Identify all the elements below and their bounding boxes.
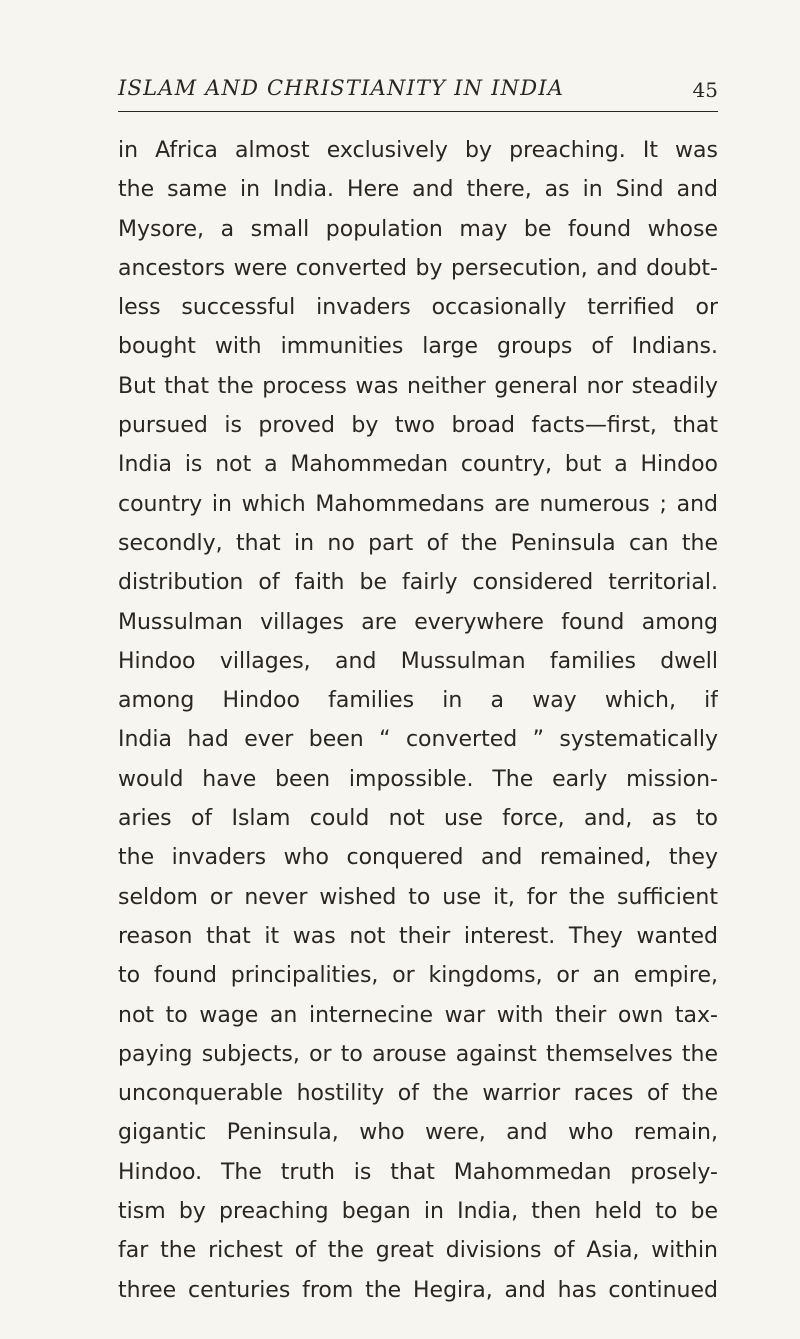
text-line: pursued is proved by two broad facts—first, that	[118, 413, 718, 439]
text-line: aries of Islam could not use force, and, as to	[118, 806, 718, 832]
text-line: country in which Mahommedans are numerous ; and	[118, 491, 718, 517]
text-line: seldom or never wished to use it, for the sufficient	[118, 884, 718, 910]
page-number: 45	[692, 78, 718, 102]
text-line: Mysore, a small population may be found whose	[118, 216, 718, 242]
text-line: far the richest of the great divisions of Asia, within	[118, 1238, 718, 1264]
text-line: India is not a Mahommedan country, but a Hindoo	[118, 452, 718, 478]
text-line: among Hindoo families in a way which, if	[118, 688, 718, 714]
text-line: less successful invaders occasionally terrified or	[118, 295, 718, 321]
text-line: distribution of faith be fairly considered territorial.	[118, 570, 718, 596]
running-head	[118, 70, 718, 110]
text-line: tism by preaching began in India, then held to be	[118, 1199, 718, 1225]
text-line: bought with immunities large groups of Indians.	[118, 334, 718, 360]
text-line: Hindoo villages, and Mussulman families dwell	[118, 648, 718, 674]
text-line: gigantic Peninsula, who were, and who remain,	[118, 1120, 718, 1146]
text-line: ancestors were converted by persecution, and doubt-	[118, 255, 718, 281]
text-line: would have been impossible. The early mission-	[118, 766, 718, 792]
text-line: Mussulman villages are everywhere found among	[118, 609, 718, 635]
text-line: the invaders who conquered and remained, they	[118, 845, 718, 871]
text-line: But that the process was neither general nor steadily	[118, 373, 718, 399]
text-line: not to wage an internecine war with their own tax-	[118, 1002, 718, 1028]
text-line: secondly, that in no part of the Peninsula can the	[118, 530, 718, 556]
text-line: the same in India. Here and there, as in Sind and	[118, 177, 718, 203]
text-line: three centuries from the Hegira, and has continued	[118, 1277, 718, 1303]
header-rule	[118, 111, 718, 112]
text-line: India had ever been “ converted ” systematically	[118, 727, 718, 753]
text-line: Hindoo. The truth is that Mahommedan prosely-	[118, 1159, 718, 1185]
text-line: to found principalities, or kingdoms, or an empire,	[118, 963, 718, 989]
running-title: ISLAM AND CHRISTIANITY IN INDIA	[118, 76, 565, 100]
text-line: in Africa almost exclusively by preaching. It was	[118, 138, 718, 163]
text-line: unconquerable hostility of the warrior races of the	[118, 1081, 718, 1107]
text-line: paying subjects, or to arouse against themselves the	[118, 1041, 718, 1067]
text-line: reason that it was not their interest. They wanted	[118, 923, 718, 949]
body-paragraph	[118, 131, 718, 1310]
